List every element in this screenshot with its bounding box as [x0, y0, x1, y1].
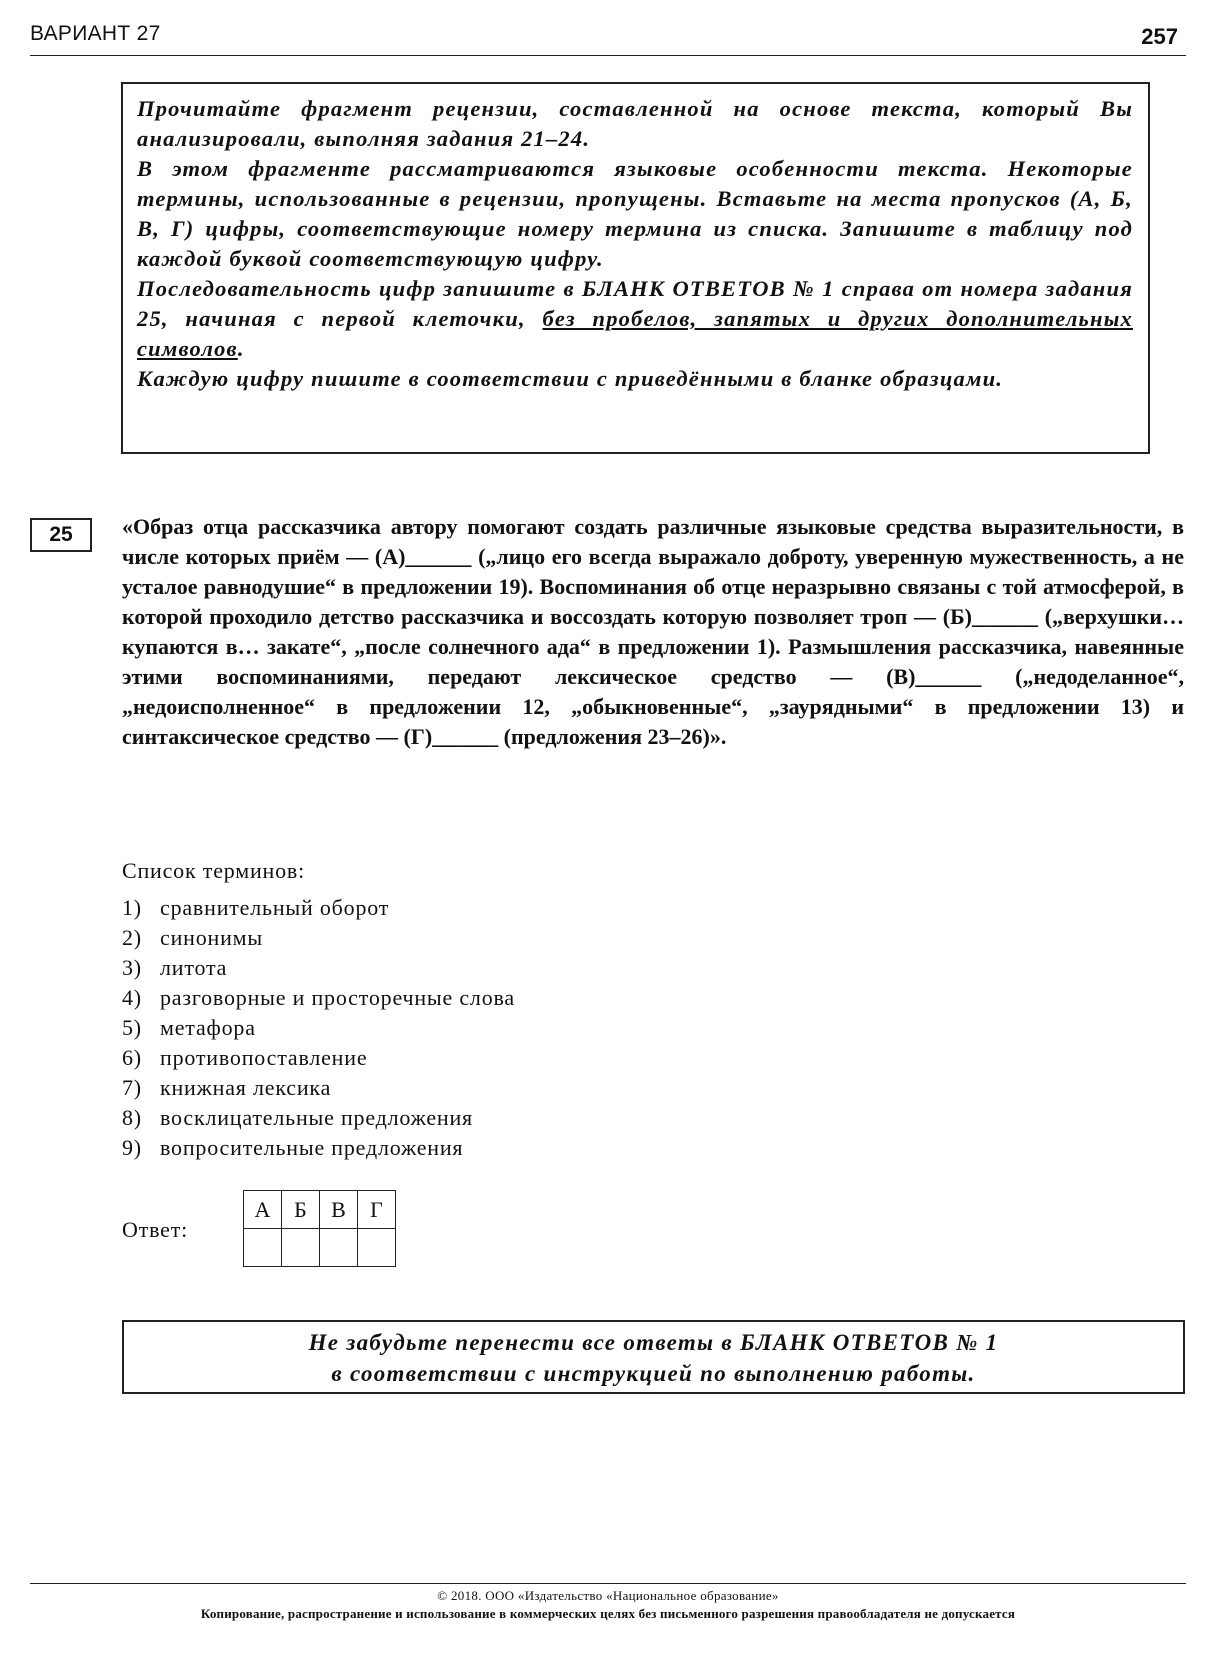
term-label: противопоставление — [160, 1045, 368, 1070]
term-label: разговорные и просторечные слова — [160, 985, 515, 1010]
footer-divider — [30, 1583, 1186, 1584]
term-item — [122, 983, 515, 1013]
answer-cell-a[interactable] — [244, 1229, 282, 1267]
answer-column-header: А — [244, 1191, 282, 1229]
reminder-box — [122, 1320, 1185, 1394]
term-item — [122, 893, 515, 923]
footer-notice: Копирование, распространение и использование в коммерческих целях без письменного разрешения правообладателя не допускается — [200, 1606, 1016, 1621]
answer-label: Ответ: — [122, 1217, 189, 1242]
term-number: 1) — [122, 895, 142, 920]
term-item — [122, 923, 515, 953]
term-label: синонимы — [160, 925, 263, 950]
term-item — [122, 1013, 515, 1043]
answer-cell-g[interactable] — [358, 1229, 396, 1267]
answer-header-row — [244, 1191, 396, 1229]
term-item — [122, 1133, 515, 1163]
term-number: 7) — [122, 1075, 142, 1100]
answer-cell-b[interactable] — [282, 1229, 320, 1267]
term-number: 2) — [122, 925, 142, 950]
term-label: вопросительные предложения — [160, 1135, 464, 1160]
instructions-paragraph — [137, 274, 1133, 364]
term-number: 5) — [122, 1015, 142, 1040]
page-number: 257 — [1141, 24, 1178, 49]
term-label: книжная лексика — [160, 1075, 332, 1100]
answer-table — [243, 1190, 396, 1267]
instructions-text: Последовательность цифр запишите в БЛАНК ОТВЕТОВ № 1 справа от номера задания 25, начиная с первой клеточки, — [137, 276, 1133, 331]
header-divider — [30, 55, 1186, 56]
reminder-line: в соответствии с инструкцией по выполнению работы. — [331, 1361, 976, 1386]
term-number: 3) — [122, 955, 142, 980]
term-item — [122, 1073, 515, 1103]
instructions-text: . — [237, 336, 245, 361]
term-label: литота — [160, 955, 228, 980]
term-item — [122, 1043, 515, 1073]
instructions-box — [121, 82, 1150, 454]
terms-list-title: Список терминов: — [122, 858, 305, 883]
terms-list — [122, 893, 515, 1163]
term-number: 6) — [122, 1045, 142, 1070]
reminder-line: Не забудьте перенести все ответы в БЛАНК ОТВЕТОВ № 1 — [308, 1330, 999, 1355]
term-number: 9) — [122, 1135, 142, 1160]
footer-copyright: © 2018. ООО «Издательство «Национальное образование» — [437, 1588, 779, 1603]
term-number: 4) — [122, 985, 142, 1010]
answer-cell-v[interactable] — [320, 1229, 358, 1267]
term-item — [122, 1103, 515, 1133]
instructions-underlined-text: без пробелов, запятых и других дополнительных символов — [137, 306, 1133, 361]
answer-column-header: В — [320, 1191, 358, 1229]
answer-column-header: Г — [358, 1191, 396, 1229]
answer-input-row — [244, 1229, 396, 1267]
term-label: сравнительный оборот — [160, 895, 390, 920]
instructions-paragraph: Прочитайте фрагмент рецензии, составленной на основе текста, который Вы анализировали, выполняя задания 21–24. — [137, 96, 1133, 151]
answer-column-header: Б — [282, 1191, 320, 1229]
instructions-paragraph: В этом фрагменте рассматриваются языковые особенности текста. Некоторые термины, использованные в рецензии, пропущены. Вставьте на места пропусков (А, Б, В, Г) цифры, соответствующие номеру термина из списка. Запишите в таблицу под каждой буквой соответствующую цифру. — [137, 156, 1133, 271]
term-item — [122, 953, 515, 983]
task-text: «Образ отца рассказчика автору помогают создать различные языковые средства выразительности, в числе которых приём — (А)______ („лицо его всегда выражало доброту, уверенную мужественность, а не усталое равнодушие“ в предложении 19). Воспоминания об отце неразрывно связаны с той атмосферой, в которой проходило детство рассказчика и воссоздать которую позволяет троп — (Б)______ („верхушки… купаются в… закате“, „после солнечного ада“ в предложении 1). Размышления рассказчика, навеянные этими воспоминаниями, передают лексическое средство — (В)______ („недоделанное“, „недоисполненное“ в предложении 12, „обыкновенные“, „заурядными“ в предложении 13) и синтаксическое средство — (Г)______ (предложения 23–26)». — [122, 514, 1184, 749]
term-label: восклицательные предложения — [160, 1105, 473, 1130]
task-number-badge: 25 — [30, 518, 92, 552]
term-label: метафора — [160, 1015, 256, 1040]
term-number: 8) — [122, 1105, 142, 1130]
variant-title: ВАРИАНТ 27 — [30, 22, 161, 45]
instructions-paragraph: Каждую цифру пишите в соответствии с приведёнными в бланке образцами. — [137, 366, 1004, 391]
